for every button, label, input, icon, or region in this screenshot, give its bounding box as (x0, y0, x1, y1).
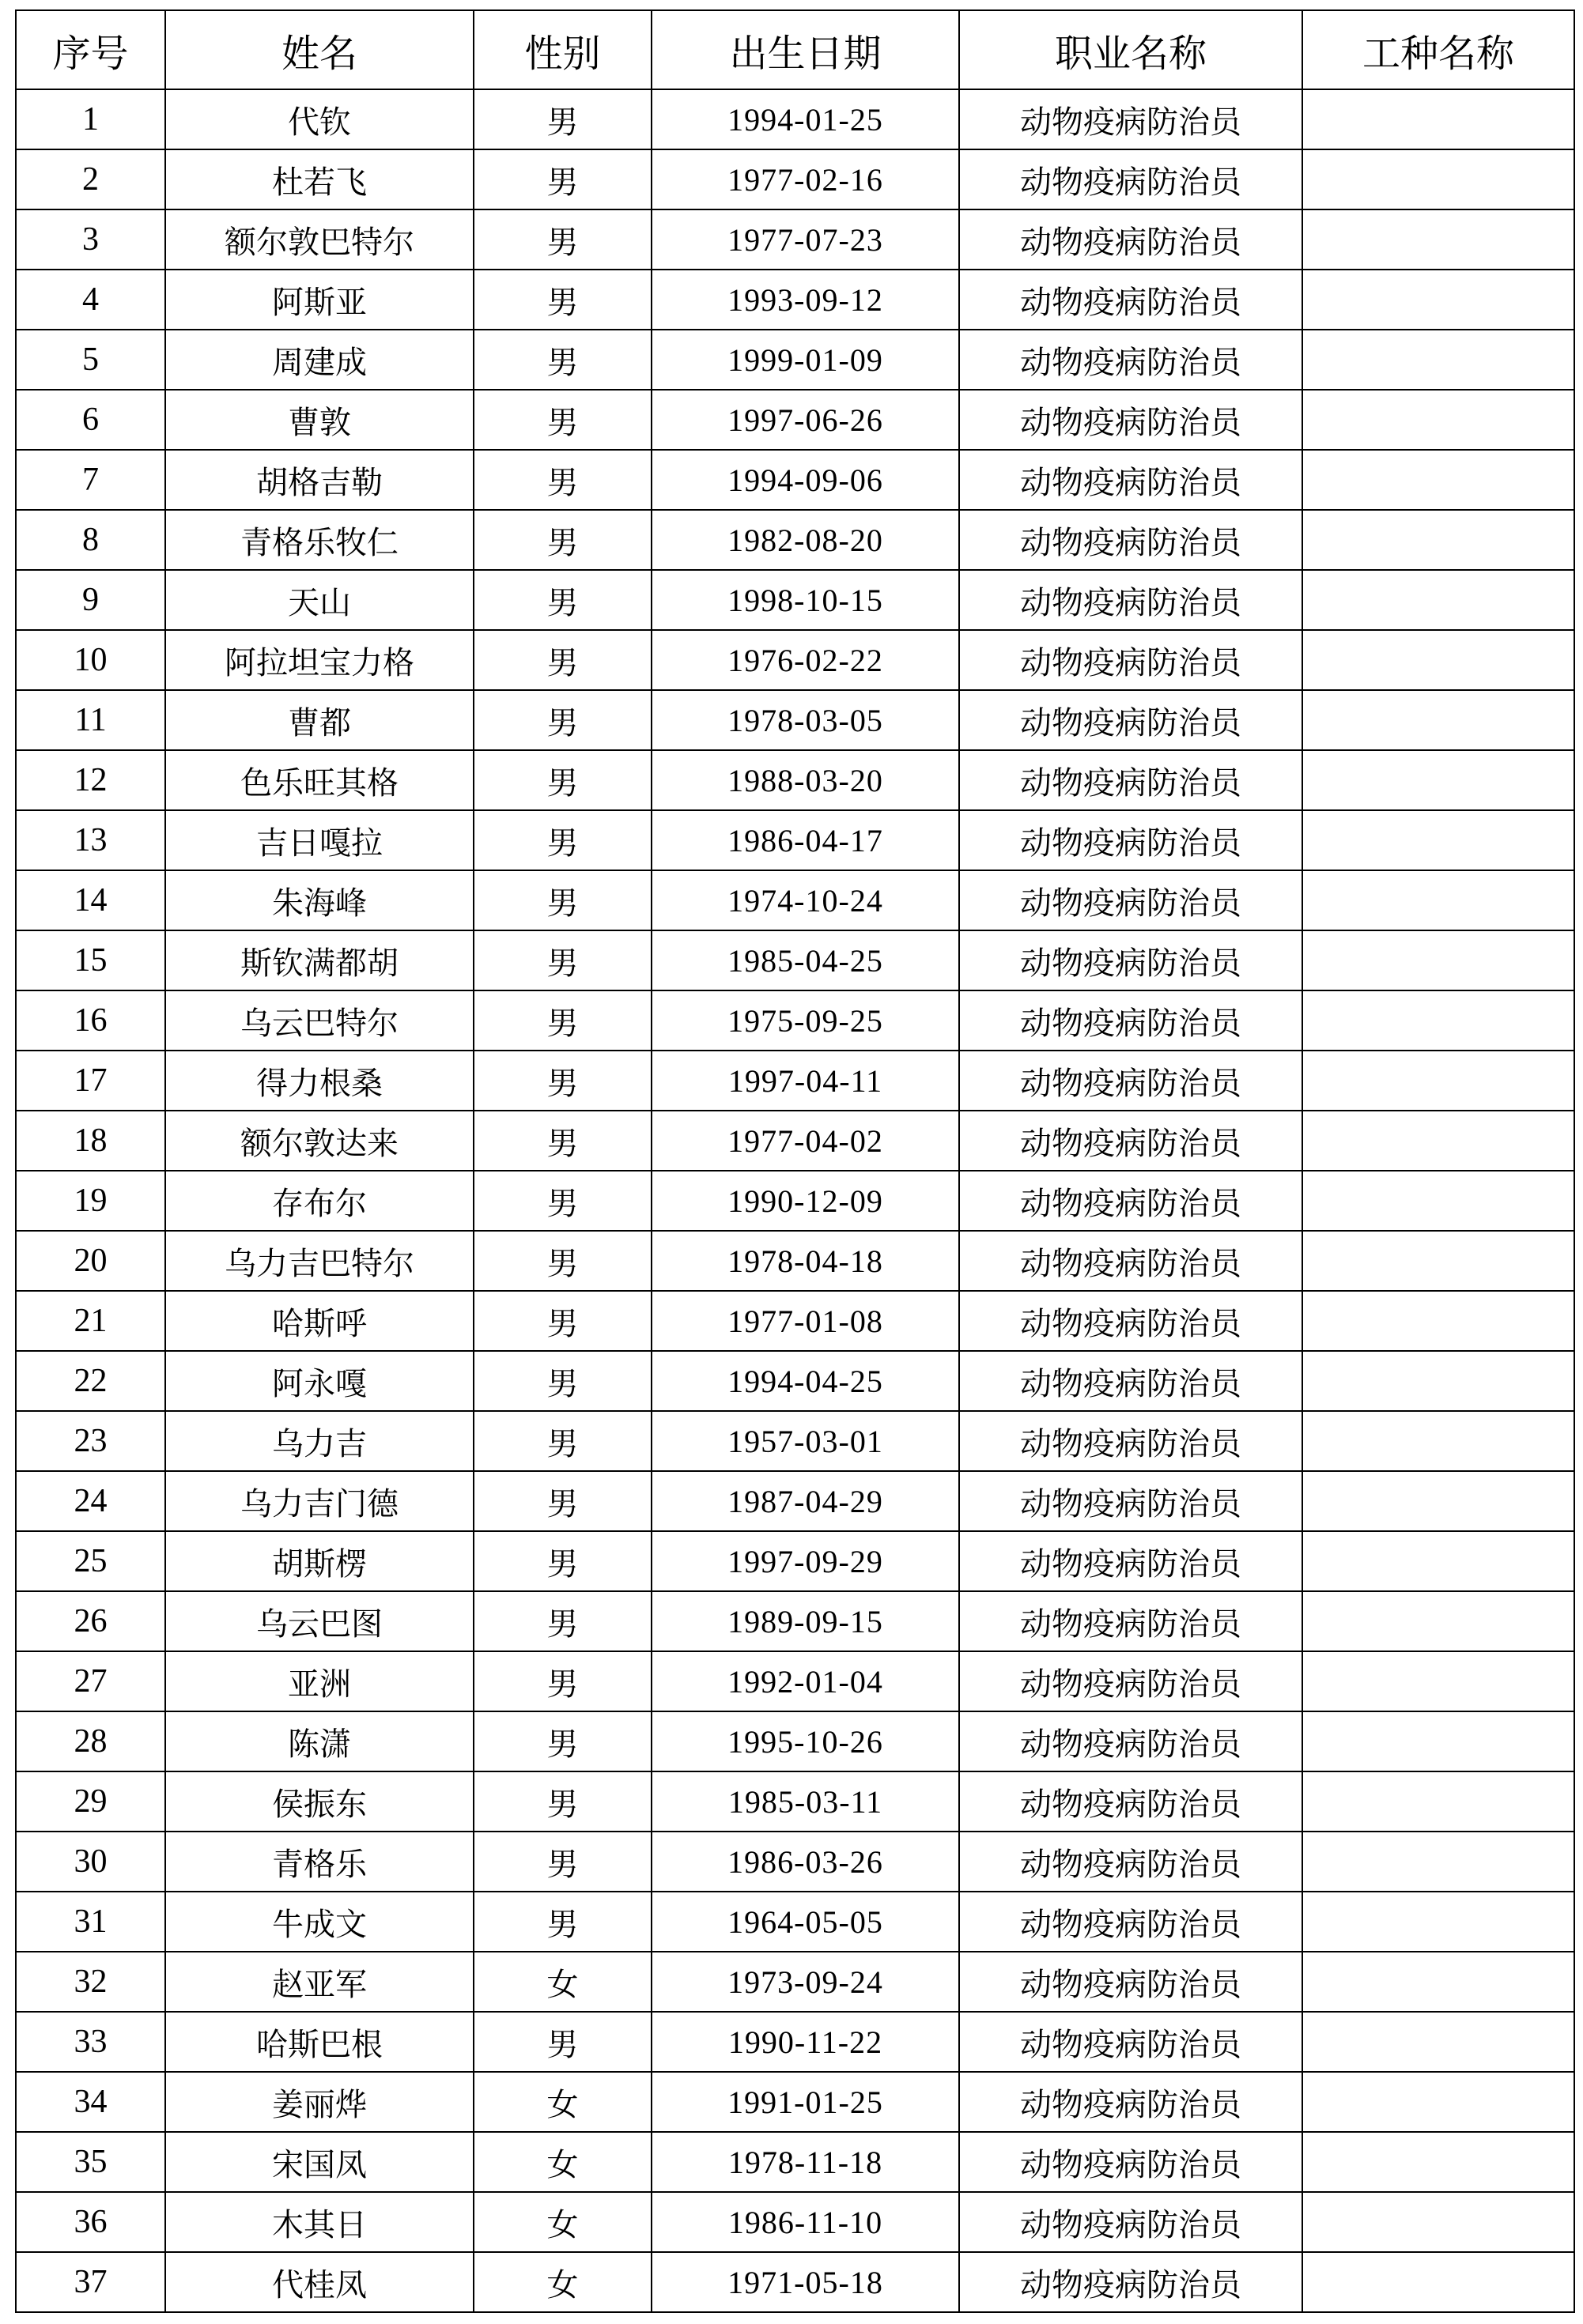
cell-gender: 男 (474, 1591, 652, 1651)
table-row (16, 1892, 1574, 1952)
cell-name: 代钦 (165, 89, 474, 149)
cell-occupation: 动物疫病防治员 (959, 390, 1302, 450)
cell-gender: 男 (474, 330, 652, 390)
cell-birth-date: 1973-09-24 (652, 1952, 959, 2012)
header-occupation: 职业名称 (959, 10, 1302, 89)
cell-name: 哈斯呼 (165, 1291, 474, 1351)
cell-gender: 男 (474, 89, 652, 149)
cell-occupation: 动物疫病防治员 (959, 149, 1302, 209)
cell-gender: 男 (474, 209, 652, 270)
cell-job-type (1302, 690, 1574, 750)
cell-birth-date: 1977-01-08 (652, 1291, 959, 1351)
cell-name: 阿永嘎 (165, 1351, 474, 1411)
cell-occupation: 动物疫病防治员 (959, 450, 1302, 510)
cell-job-type (1302, 450, 1574, 510)
cell-name: 阿拉坦宝力格 (165, 630, 474, 690)
cell-gender: 男 (474, 690, 652, 750)
cell-occupation: 动物疫病防治员 (959, 1591, 1302, 1651)
cell-name: 存布尔 (165, 1171, 474, 1231)
cell-birth-date: 1977-04-02 (652, 1111, 959, 1171)
table-row (16, 1351, 1574, 1411)
table-row (16, 1111, 1574, 1171)
cell-serial-number: 28 (16, 1711, 165, 1771)
cell-serial-number: 24 (16, 1471, 165, 1531)
table-row (16, 750, 1574, 810)
cell-occupation: 动物疫病防治员 (959, 2252, 1302, 2312)
cell-serial-number: 21 (16, 1291, 165, 1351)
table-row (16, 990, 1574, 1051)
cell-serial-number: 36 (16, 2192, 165, 2252)
cell-birth-date: 1957-03-01 (652, 1411, 959, 1471)
cell-name: 哈斯巴根 (165, 2012, 474, 2072)
cell-serial-number: 1 (16, 89, 165, 149)
cell-birth-date: 1978-04-18 (652, 1231, 959, 1291)
table-row (16, 2072, 1574, 2132)
cell-gender: 男 (474, 1231, 652, 1291)
roster-sheet (15, 9, 1574, 2313)
cell-gender: 男 (474, 1111, 652, 1171)
cell-name: 得力根桑 (165, 1051, 474, 1111)
cell-gender: 男 (474, 1651, 652, 1711)
table-row (16, 1651, 1574, 1711)
cell-occupation: 动物疫病防治员 (959, 630, 1302, 690)
cell-occupation: 动物疫病防治员 (959, 2132, 1302, 2192)
cell-birth-date: 1997-06-26 (652, 390, 959, 450)
cell-birth-date: 1997-04-11 (652, 1051, 959, 1111)
table-row (16, 570, 1574, 630)
cell-occupation: 动物疫病防治员 (959, 1111, 1302, 1171)
header-gender: 性别 (474, 10, 652, 89)
cell-job-type (1302, 1832, 1574, 1892)
table-row (16, 1291, 1574, 1351)
cell-serial-number: 10 (16, 630, 165, 690)
cell-serial-number: 29 (16, 1771, 165, 1832)
cell-gender: 男 (474, 1171, 652, 1231)
table-row (16, 149, 1574, 209)
table-row (16, 1711, 1574, 1771)
cell-serial-number: 26 (16, 1591, 165, 1651)
cell-name: 侯振东 (165, 1771, 474, 1832)
cell-gender: 女 (474, 2192, 652, 2252)
cell-occupation: 动物疫病防治员 (959, 750, 1302, 810)
table-row (16, 1411, 1574, 1471)
cell-job-type (1302, 1651, 1574, 1711)
header-job-type: 工种名称 (1302, 10, 1574, 89)
cell-occupation: 动物疫病防治员 (959, 810, 1302, 870)
cell-job-type (1302, 1952, 1574, 2012)
cell-birth-date: 1988-03-20 (652, 750, 959, 810)
cell-name: 额尔敦达来 (165, 1111, 474, 1171)
table-row (16, 690, 1574, 750)
cell-serial-number: 12 (16, 750, 165, 810)
cell-occupation: 动物疫病防治员 (959, 270, 1302, 330)
cell-job-type (1302, 1351, 1574, 1411)
cell-job-type (1302, 330, 1574, 390)
cell-serial-number: 30 (16, 1832, 165, 1892)
cell-job-type (1302, 1291, 1574, 1351)
cell-birth-date: 1986-04-17 (652, 810, 959, 870)
cell-job-type (1302, 1051, 1574, 1111)
cell-occupation: 动物疫病防治员 (959, 209, 1302, 270)
cell-name: 杜若飞 (165, 149, 474, 209)
table-row (16, 2132, 1574, 2192)
cell-name: 周建成 (165, 330, 474, 390)
cell-serial-number: 16 (16, 990, 165, 1051)
cell-name: 阿斯亚 (165, 270, 474, 330)
cell-occupation: 动物疫病防治员 (959, 1952, 1302, 2012)
cell-job-type (1302, 1771, 1574, 1832)
cell-birth-date: 1987-04-29 (652, 1471, 959, 1531)
table-row (16, 930, 1574, 990)
cell-name: 色乐旺其格 (165, 750, 474, 810)
cell-serial-number: 23 (16, 1411, 165, 1471)
cell-job-type (1302, 1531, 1574, 1591)
cell-gender: 女 (474, 2252, 652, 2312)
table-row (16, 1832, 1574, 1892)
cell-serial-number: 17 (16, 1051, 165, 1111)
cell-job-type (1302, 1231, 1574, 1291)
cell-birth-date: 1975-09-25 (652, 990, 959, 1051)
table-row (16, 89, 1574, 149)
table-row (16, 2012, 1574, 2072)
cell-name: 亚洲 (165, 1651, 474, 1711)
cell-name: 斯钦满都胡 (165, 930, 474, 990)
cell-birth-date: 1986-11-10 (652, 2192, 959, 2252)
cell-serial-number: 4 (16, 270, 165, 330)
cell-name: 陈潇 (165, 1711, 474, 1771)
cell-job-type (1302, 1411, 1574, 1471)
cell-occupation: 动物疫病防治员 (959, 1471, 1302, 1531)
cell-birth-date: 1986-03-26 (652, 1832, 959, 1892)
cell-occupation: 动物疫病防治员 (959, 1651, 1302, 1711)
cell-birth-date: 1997-09-29 (652, 1531, 959, 1591)
cell-serial-number: 14 (16, 870, 165, 930)
cell-birth-date: 1976-02-22 (652, 630, 959, 690)
cell-job-type (1302, 510, 1574, 570)
cell-gender: 男 (474, 990, 652, 1051)
cell-gender: 男 (474, 630, 652, 690)
cell-job-type (1302, 209, 1574, 270)
cell-birth-date: 1994-09-06 (652, 450, 959, 510)
cell-gender: 男 (474, 570, 652, 630)
cell-serial-number: 19 (16, 1171, 165, 1231)
cell-name: 吉日嘎拉 (165, 810, 474, 870)
cell-birth-date: 1985-04-25 (652, 930, 959, 990)
table-row (16, 450, 1574, 510)
cell-job-type (1302, 270, 1574, 330)
cell-name: 乌力吉门德 (165, 1471, 474, 1531)
cell-name: 姜丽烨 (165, 2072, 474, 2132)
cell-job-type (1302, 750, 1574, 810)
cell-name: 朱海峰 (165, 870, 474, 930)
table-row (16, 390, 1574, 450)
cell-occupation: 动物疫病防治员 (959, 1711, 1302, 1771)
cell-name: 宋国凤 (165, 2132, 474, 2192)
cell-gender: 男 (474, 510, 652, 570)
cell-job-type (1302, 570, 1574, 630)
cell-name: 胡斯楞 (165, 1531, 474, 1591)
cell-job-type (1302, 1471, 1574, 1531)
cell-gender: 男 (474, 1531, 652, 1591)
cell-occupation: 动物疫病防治员 (959, 1411, 1302, 1471)
table-row (16, 2192, 1574, 2252)
cell-birth-date: 1994-04-25 (652, 1351, 959, 1411)
cell-job-type (1302, 149, 1574, 209)
cell-serial-number: 37 (16, 2252, 165, 2312)
cell-occupation: 动物疫病防治员 (959, 1231, 1302, 1291)
cell-job-type (1302, 89, 1574, 149)
table-row (16, 630, 1574, 690)
cell-job-type (1302, 1711, 1574, 1771)
cell-gender: 女 (474, 1952, 652, 2012)
cell-name: 曹敦 (165, 390, 474, 450)
cell-serial-number: 9 (16, 570, 165, 630)
cell-gender: 男 (474, 1351, 652, 1411)
cell-serial-number: 22 (16, 1351, 165, 1411)
cell-birth-date: 1964-05-05 (652, 1892, 959, 1952)
table-row (16, 2252, 1574, 2312)
cell-serial-number: 8 (16, 510, 165, 570)
cell-gender: 女 (474, 2072, 652, 2132)
cell-job-type (1302, 1591, 1574, 1651)
cell-birth-date: 1978-03-05 (652, 690, 959, 750)
cell-gender: 男 (474, 1892, 652, 1952)
cell-name: 曹都 (165, 690, 474, 750)
cell-serial-number: 20 (16, 1231, 165, 1291)
cell-occupation: 动物疫病防治员 (959, 690, 1302, 750)
cell-occupation: 动物疫病防治员 (959, 570, 1302, 630)
cell-birth-date: 1998-10-15 (652, 570, 959, 630)
cell-job-type (1302, 1892, 1574, 1952)
cell-occupation: 动物疫病防治员 (959, 1291, 1302, 1351)
cell-gender: 男 (474, 1471, 652, 1531)
cell-serial-number: 33 (16, 2012, 165, 2072)
cell-name: 乌力吉 (165, 1411, 474, 1471)
header-name: 姓名 (165, 10, 474, 89)
table-row (16, 510, 1574, 570)
table-row (16, 1051, 1574, 1111)
cell-serial-number: 25 (16, 1531, 165, 1591)
cell-job-type (1302, 2192, 1574, 2252)
cell-occupation: 动物疫病防治员 (959, 330, 1302, 390)
cell-birth-date: 1994-01-25 (652, 89, 959, 149)
cell-occupation: 动物疫病防治员 (959, 990, 1302, 1051)
cell-occupation: 动物疫病防治员 (959, 870, 1302, 930)
table-row (16, 870, 1574, 930)
cell-job-type (1302, 390, 1574, 450)
cell-birth-date: 1999-01-09 (652, 330, 959, 390)
personnel-table (15, 9, 1575, 2313)
cell-occupation: 动物疫病防治员 (959, 1832, 1302, 1892)
cell-birth-date: 1974-10-24 (652, 870, 959, 930)
cell-serial-number: 34 (16, 2072, 165, 2132)
cell-name: 额尔敦巴特尔 (165, 209, 474, 270)
cell-name: 木其日 (165, 2192, 474, 2252)
cell-birth-date: 1990-12-09 (652, 1171, 959, 1231)
cell-gender: 男 (474, 270, 652, 330)
cell-gender: 男 (474, 1411, 652, 1471)
cell-occupation: 动物疫病防治员 (959, 510, 1302, 570)
table-row (16, 209, 1574, 270)
cell-name: 赵亚军 (165, 1952, 474, 2012)
cell-birth-date: 1989-09-15 (652, 1591, 959, 1651)
cell-birth-date: 1993-09-12 (652, 270, 959, 330)
table-row (16, 330, 1574, 390)
table-row (16, 1531, 1574, 1591)
cell-birth-date: 1995-10-26 (652, 1711, 959, 1771)
cell-birth-date: 1992-01-04 (652, 1651, 959, 1711)
cell-serial-number: 2 (16, 149, 165, 209)
cell-job-type (1302, 2072, 1574, 2132)
cell-serial-number: 31 (16, 1892, 165, 1952)
cell-gender: 男 (474, 810, 652, 870)
table-row (16, 810, 1574, 870)
cell-name: 代桂凤 (165, 2252, 474, 2312)
table-row (16, 1771, 1574, 1832)
cell-gender: 男 (474, 1711, 652, 1771)
header-serial-number: 序号 (16, 10, 165, 89)
cell-birth-date: 1977-07-23 (652, 209, 959, 270)
cell-birth-date: 1990-11-22 (652, 2012, 959, 2072)
table-row (16, 1952, 1574, 2012)
cell-job-type (1302, 1111, 1574, 1171)
cell-occupation: 动物疫病防治员 (959, 1892, 1302, 1952)
cell-serial-number: 15 (16, 930, 165, 990)
cell-serial-number: 35 (16, 2132, 165, 2192)
cell-occupation: 动物疫病防治员 (959, 1051, 1302, 1111)
cell-name: 牛成文 (165, 1892, 474, 1952)
cell-occupation: 动物疫病防治员 (959, 2012, 1302, 2072)
cell-job-type (1302, 930, 1574, 990)
cell-gender: 男 (474, 149, 652, 209)
cell-job-type (1302, 870, 1574, 930)
cell-occupation: 动物疫病防治员 (959, 1351, 1302, 1411)
cell-job-type (1302, 2252, 1574, 2312)
cell-serial-number: 13 (16, 810, 165, 870)
cell-name: 青格乐牧仁 (165, 510, 474, 570)
cell-occupation: 动物疫病防治员 (959, 1771, 1302, 1832)
cell-serial-number: 11 (16, 690, 165, 750)
table-row (16, 1471, 1574, 1531)
cell-birth-date: 1978-11-18 (652, 2132, 959, 2192)
cell-name: 乌力吉巴特尔 (165, 1231, 474, 1291)
cell-name: 胡格吉勒 (165, 450, 474, 510)
cell-name: 乌云巴图 (165, 1591, 474, 1651)
cell-job-type (1302, 2132, 1574, 2192)
cell-gender: 男 (474, 450, 652, 510)
header-row (16, 10, 1574, 89)
cell-serial-number: 6 (16, 390, 165, 450)
cell-gender: 男 (474, 1771, 652, 1832)
table-row (16, 1591, 1574, 1651)
cell-serial-number: 32 (16, 1952, 165, 2012)
cell-gender: 男 (474, 870, 652, 930)
cell-occupation: 动物疫病防治员 (959, 2072, 1302, 2132)
cell-job-type (1302, 810, 1574, 870)
header-birth-date: 出生日期 (652, 10, 959, 89)
cell-serial-number: 18 (16, 1111, 165, 1171)
cell-gender: 男 (474, 930, 652, 990)
cell-job-type (1302, 2012, 1574, 2072)
table-row (16, 1231, 1574, 1291)
cell-job-type (1302, 1171, 1574, 1231)
cell-occupation: 动物疫病防治员 (959, 1171, 1302, 1231)
table-row (16, 270, 1574, 330)
cell-occupation: 动物疫病防治员 (959, 2192, 1302, 2252)
cell-gender: 男 (474, 2012, 652, 2072)
cell-job-type (1302, 990, 1574, 1051)
cell-occupation: 动物疫病防治员 (959, 1531, 1302, 1591)
table-body (16, 89, 1574, 2312)
cell-gender: 男 (474, 390, 652, 450)
cell-birth-date: 1971-05-18 (652, 2252, 959, 2312)
cell-occupation: 动物疫病防治员 (959, 930, 1302, 990)
cell-name: 天山 (165, 570, 474, 630)
cell-gender: 男 (474, 750, 652, 810)
cell-birth-date: 1991-01-25 (652, 2072, 959, 2132)
cell-birth-date: 1985-03-11 (652, 1771, 959, 1832)
cell-birth-date: 1977-02-16 (652, 149, 959, 209)
cell-name: 青格乐 (165, 1832, 474, 1892)
cell-job-type (1302, 630, 1574, 690)
cell-gender: 男 (474, 1291, 652, 1351)
cell-gender: 男 (474, 1832, 652, 1892)
table-row (16, 1171, 1574, 1231)
cell-serial-number: 3 (16, 209, 165, 270)
cell-gender: 女 (474, 2132, 652, 2192)
cell-serial-number: 5 (16, 330, 165, 390)
cell-serial-number: 27 (16, 1651, 165, 1711)
cell-birth-date: 1982-08-20 (652, 510, 959, 570)
cell-serial-number: 7 (16, 450, 165, 510)
cell-gender: 男 (474, 1051, 652, 1111)
cell-occupation: 动物疫病防治员 (959, 89, 1302, 149)
cell-name: 乌云巴特尔 (165, 990, 474, 1051)
